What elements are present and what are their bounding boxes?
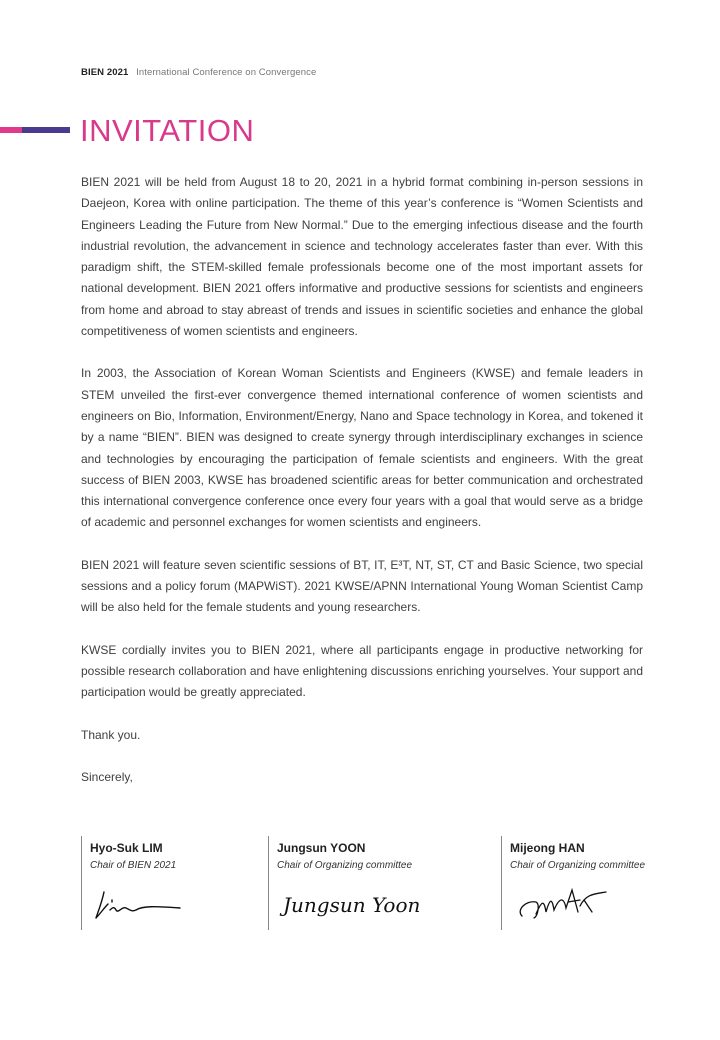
signer-role: Chair of BIEN 2021 [90, 860, 177, 871]
signer-name: Jungsun YOON [277, 841, 366, 855]
signature-text: Jungsun Yoon [283, 893, 421, 917]
paragraph-2: In 2003, the Association of Korean Woman Scientists and Engineers (KWSE) and female leaders in STEM unveiled the first-ever convergence themed international conference of women scientists and engineers on Bio, Information, Environment/Energy, Nano and Space technology in Korea, and tokened it by a name “BIEN”. BIEN was designed to create synergy through interdisciplinary exchanges in science and technologies by encouraging the participation of female scientists and engineers. With the great success of BIEN 2003, KWSE has broadened scientific areas for better communication and orchestrated this international convergence conference once every four years with a goal that would serve as a bridge of academic and personnel exchanges for women scientists and engineers. [81, 366, 643, 530]
paragraph-3: BIEN 2021 will feature seven scientific sessions of BT, IT, E³T, NT, ST, CT and Basic Science, two special sessions and a policy forum (MAPWiST). 2021 KWSE/APNN International Young Woman Scientist Camp will be also held for the female students and young researchers. [81, 557, 643, 615]
handwritten-signature [281, 886, 421, 930]
signature-block [81, 836, 681, 930]
paragraph-1: BIEN 2021 will be held from August 18 to 20, 2021 in a hybrid format combining in-person sessions in Daejeon, Korea with online participation. The theme of this year’s conference is “Women Scientists and Engineers Leading the Future from New Normal.” Due to the emerging infectious disease and the fourth industrial revolution, the advancement in science and technology accelerates faster than ever. With this paradigm shift, the STEM-skilled female professionals become one of the most important assets for national development. BIEN 2021 offers informative and productive sessions for scientists and engineers from home and abroad to stay abreast of trends and issues in scientific societies and enhance the global competitiveness of women scientists and engineers. [81, 175, 643, 339]
signer-role: Chair of Organizing committee [510, 860, 646, 871]
handwritten-signature [94, 886, 184, 922]
signer-role: Chair of Organizing committee [277, 860, 413, 871]
signer-3 [501, 836, 680, 930]
handwritten-signature [514, 886, 614, 926]
paragraph-4: KWSE cordially invites you to BIEN 2021, where all participants engage in productive networking for possible research collaboration and have enlightening discussions enriching yourselves. Your support and participation would be greatly appreciated. [81, 642, 643, 700]
signer-name: Hyo-Suk LIM [90, 841, 163, 855]
signer-name: Mijeong HAN [510, 841, 585, 855]
page-title: INVITATION [80, 113, 255, 148]
signer-2 [268, 836, 487, 930]
signer-1 [81, 836, 260, 930]
closing-sincerely: Sincerely, [81, 769, 133, 784]
title-accent-pink [0, 127, 22, 133]
closing-thanks: Thank you. [81, 727, 141, 742]
page-header [81, 67, 316, 78]
header-brand: BIEN 2021 [81, 67, 129, 78]
title-accent-purple [22, 127, 70, 133]
header-subtitle: International Conference on Convergence [136, 67, 317, 78]
letter-body [81, 172, 643, 809]
